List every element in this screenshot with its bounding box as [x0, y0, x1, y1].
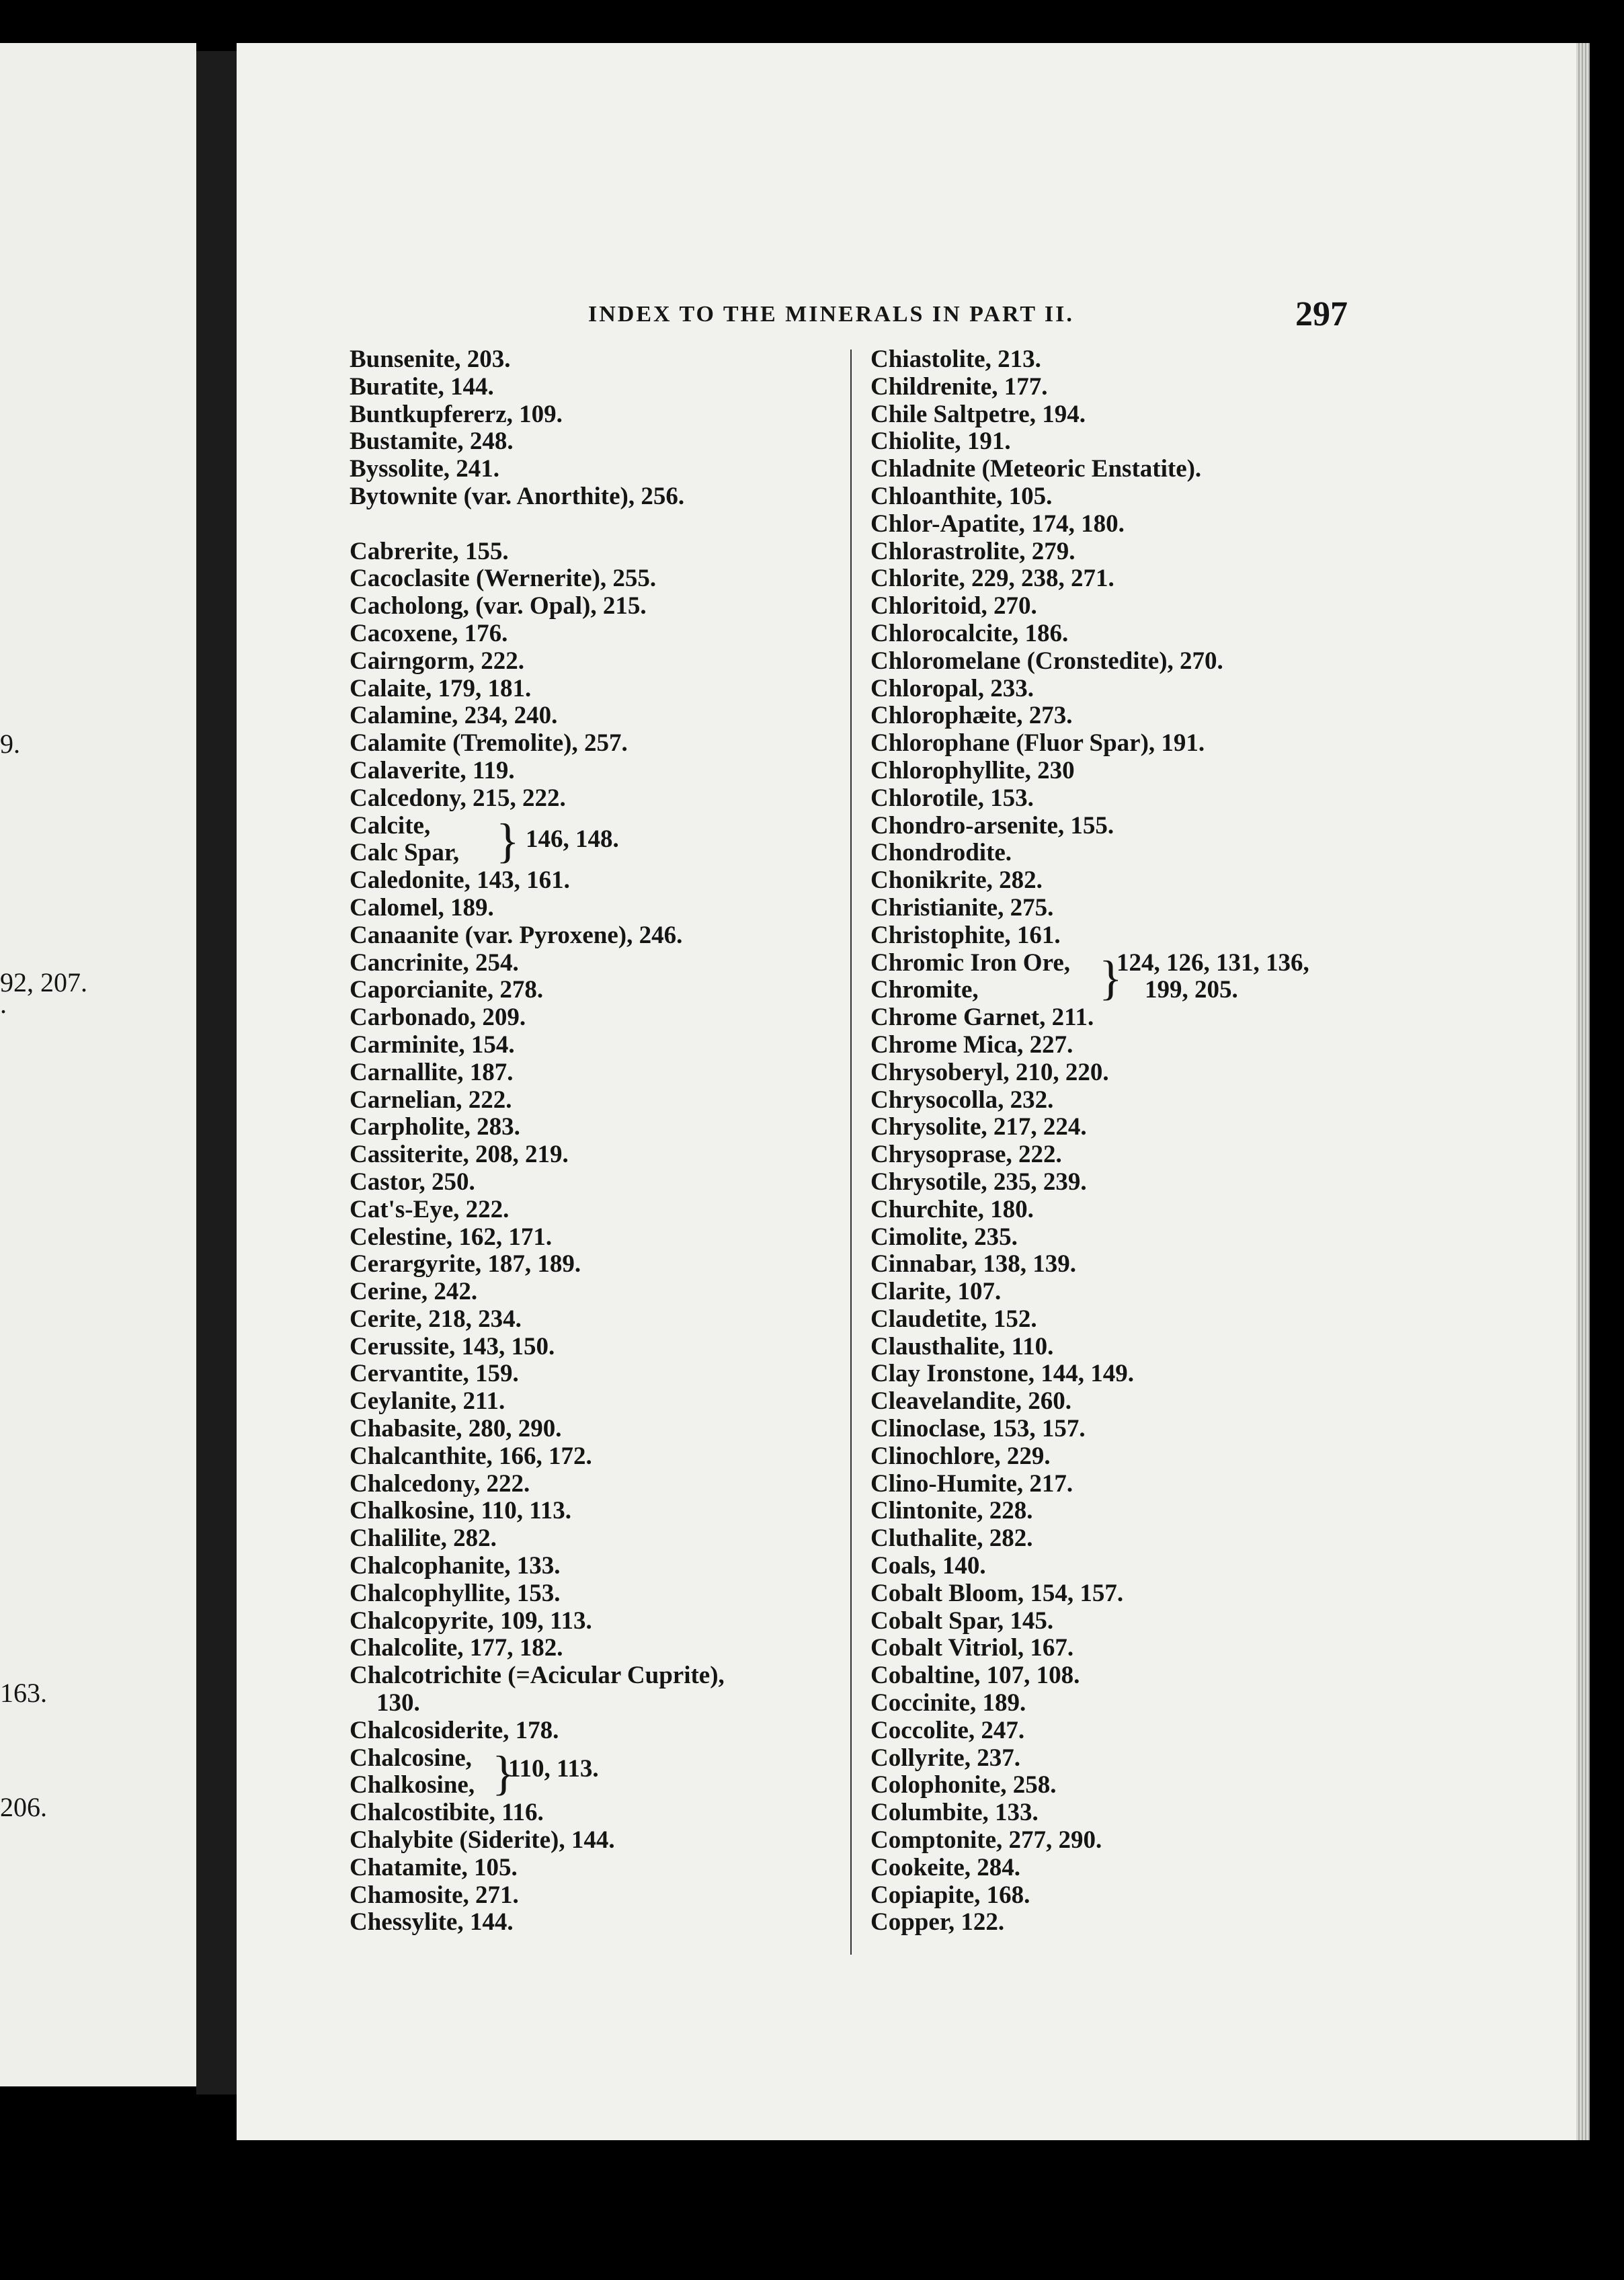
facing-page-fragment: 9.	[0, 729, 20, 759]
index-entry: Cacholong, (var. Opal), 215.	[350, 592, 647, 620]
index-entry: Cerargyrite, 187, 189.	[350, 1250, 581, 1278]
index-entry: Cleavelandite, 260.	[870, 1387, 1072, 1416]
index-entry: Chabasite, 280, 290.	[350, 1415, 562, 1443]
index-entry: Calaite, 179, 181.	[350, 674, 532, 702]
index-entry: Collyrite, 237.	[870, 1744, 1020, 1772]
index-entry: Chlorite, 229, 238, 271.	[870, 565, 1114, 593]
index-entry: Carnallite, 187.	[350, 1058, 514, 1086]
index-entry: Chalcosiderite, 178.	[350, 1716, 559, 1744]
index-entry: Celestine, 162, 171.	[350, 1223, 553, 1251]
bracketed-entry	[870, 950, 1354, 1005]
index-entry: Cerite, 218, 234.	[350, 1305, 522, 1333]
index-entry: Castor, 250.	[350, 1168, 475, 1196]
running-head: INDEX TO THE MINERALS IN PART II.	[588, 302, 1074, 327]
index-entry: Caporcianite, 278.	[350, 976, 544, 1004]
index-entry: Cobalt Spar, 145.	[870, 1606, 1054, 1635]
index-entry: Chalkosine, 110, 113.	[350, 1497, 572, 1525]
index-entry: Cerussite, 143, 150.	[350, 1332, 555, 1360]
index-entry: Christophite, 161.	[870, 921, 1061, 949]
index-entry: Chrome Mica, 227.	[870, 1030, 1073, 1059]
index-entry: Chalcolite, 177, 182.	[350, 1634, 563, 1662]
index-entry: Chondro-arsenite, 155.	[870, 811, 1114, 840]
index-entry: Buntkupfererz, 109.	[350, 400, 563, 428]
index-entry: Cabrerite, 155.	[350, 537, 509, 565]
index-entry: Cobalt Vitriol, 167.	[870, 1634, 1074, 1662]
index-entry: Chalcotrichite (=Acicular Cuprite),	[350, 1662, 725, 1690]
index-entry: Columbite, 133.	[870, 1799, 1039, 1827]
index-entry: Cobalt Bloom, 154, 157.	[870, 1579, 1124, 1607]
index-entry: Bunsenite, 203.	[350, 345, 511, 373]
index-entry: Canaanite (var. Pyroxene), 246.	[350, 921, 683, 949]
index-entry: Cluthalite, 282.	[870, 1524, 1033, 1553]
index-entry: Chlor-Apatite, 174, 180.	[870, 510, 1125, 538]
index-entry: Cerine, 242.	[350, 1278, 478, 1306]
index-entry: Cairngorm, 222.	[350, 647, 524, 675]
index-entry: Copiapite, 168.	[870, 1881, 1030, 1909]
index-entry: Byssolite, 241.	[350, 455, 500, 483]
section-gap	[350, 511, 834, 538]
facing-page	[0, 43, 196, 2086]
bracket-term: Chromite,	[870, 976, 979, 1004]
bracket-term: Chalcosine,	[350, 1744, 472, 1772]
book-spine	[196, 51, 237, 2094]
index-entry: Carbonado, 209.	[350, 1004, 526, 1032]
bracket-pages: 199, 205.	[1145, 976, 1238, 1004]
index-entry: Clausthalite, 110.	[870, 1332, 1054, 1360]
index-entry: Colophonite, 258.	[870, 1771, 1057, 1799]
bracket-term: Chromic Iron Ore,	[870, 948, 1071, 977]
index-entry: Bytownite (var. Anorthite), 256.	[350, 482, 685, 510]
index-entry: Cancrinite, 254.	[350, 948, 519, 977]
index-entry: Chalcedony, 222.	[350, 1469, 530, 1498]
index-entry: Chlorophæite, 273.	[870, 702, 1073, 730]
index-entry: Chamosite, 271.	[350, 1881, 519, 1909]
index-entry: Chlorocalcite, 186.	[870, 619, 1069, 647]
facing-page-fragment: 163.	[0, 1678, 47, 1708]
index-entry: Cassiterite, 208, 219.	[350, 1141, 569, 1169]
index-entry: Chiastolite, 213.	[870, 345, 1041, 373]
index-entry: Coccolite, 247.	[870, 1716, 1025, 1744]
brace-symbol: }	[496, 813, 520, 868]
index-entry: Chalcopyrite, 109, 113.	[350, 1606, 592, 1635]
bracket-pages: 124, 126, 131, 136,	[1116, 948, 1309, 977]
index-entry: Chessylite, 144.	[350, 1908, 514, 1937]
index-entry: Chloritoid, 270.	[870, 592, 1037, 620]
index-entry: Calamite (Tremolite), 257.	[350, 729, 628, 758]
index-entry: Calcedony, 215, 222.	[350, 784, 566, 812]
index-entry: Chlorotile, 153.	[870, 784, 1034, 812]
bracket-pages: 146, 148.	[526, 825, 619, 853]
bracket-term: Calc Spar,	[350, 839, 460, 867]
page-edge	[1576, 43, 1590, 2140]
index-entry: Chlorophane (Fluor Spar), 191.	[870, 729, 1205, 758]
index-entry: Cinnabar, 138, 139.	[870, 1250, 1077, 1278]
index-entry: Chalcophanite, 133.	[350, 1552, 561, 1580]
index-entry: Chonikrite, 282.	[870, 866, 1043, 895]
page-number: 297	[1295, 295, 1348, 333]
index-entry: Cookeite, 284.	[870, 1853, 1020, 1881]
index-entry: Clinochlore, 229.	[870, 1442, 1051, 1470]
index-entry: Ceylanite, 211.	[350, 1387, 505, 1416]
bracketed-entry	[350, 1745, 834, 1800]
index-entry: Coccinite, 189.	[870, 1689, 1026, 1717]
index-entry: Clarite, 107.	[870, 1278, 1002, 1306]
index-entry: Cat's-Eye, 222.	[350, 1195, 510, 1223]
index-entry: Chlorophyllite, 230	[870, 756, 1075, 784]
index-entry: Claudetite, 152.	[870, 1305, 1037, 1333]
index-entry: Cobaltine, 107, 108.	[870, 1662, 1080, 1690]
facing-page-fragment: 206.	[0, 1792, 47, 1822]
index-entry: Chloropal, 233.	[870, 674, 1034, 702]
index-entry: Carpholite, 283.	[350, 1113, 520, 1141]
index-entry: Chlorastrolite, 279.	[870, 537, 1075, 565]
index-entry: Coals, 140.	[870, 1552, 986, 1580]
brace-symbol: }	[492, 1746, 516, 1800]
index-entry: Chalcostibite, 116.	[350, 1799, 544, 1827]
index-entry: Chatamite, 105.	[350, 1853, 518, 1881]
page-header	[588, 291, 1348, 338]
index-entry: Clintonite, 228.	[870, 1497, 1033, 1525]
index-entry: Calaverite, 119.	[350, 756, 515, 784]
index-entry: Calomel, 189.	[350, 893, 494, 922]
index-entry: Chloanthite, 105.	[870, 482, 1053, 510]
index-entry: Chrysoprase, 222.	[870, 1141, 1062, 1169]
index-entry: Chrome Garnet, 211.	[870, 1004, 1094, 1032]
index-entry: Chloromelane (Cronstedite), 270.	[870, 647, 1223, 675]
index-entry-continuation: 130.	[376, 1689, 420, 1717]
index-entry: Chrysocolla, 232.	[870, 1086, 1054, 1114]
index-entry: Copper, 122.	[870, 1908, 1005, 1937]
index-entry: Chrysolite, 217, 224.	[870, 1113, 1087, 1141]
index-entry: Clino-Humite, 217.	[870, 1469, 1073, 1498]
bracket-term: Calcite,	[350, 811, 431, 840]
index-entry: Chile Saltpetre, 194.	[870, 400, 1086, 428]
index-entry: Caledonite, 143, 161.	[350, 866, 570, 895]
index-entry: Chalilite, 282.	[350, 1524, 497, 1553]
index-column-left	[350, 346, 834, 1937]
index-entry: Calamine, 234, 240.	[350, 702, 558, 730]
index-entry: Chrysotile, 235, 239.	[870, 1168, 1087, 1196]
facing-page-fragment: .	[0, 989, 7, 1019]
index-entry: Chondrodite.	[870, 839, 1012, 867]
index-entry: Clay Ironstone, 144, 149.	[870, 1360, 1134, 1388]
bracket-term: Chalkosine,	[350, 1771, 475, 1799]
index-entry: Childrenite, 177.	[870, 372, 1048, 401]
column-divider	[850, 350, 852, 1955]
index-entry: Chalybite (Siderite), 144.	[350, 1826, 615, 1855]
index-entry: Chiolite, 191.	[870, 428, 1011, 456]
index-column-right	[870, 346, 1354, 1937]
index-entry: Cacoxene, 176.	[350, 619, 508, 647]
index-entry: Chalcanthite, 166, 172.	[350, 1442, 592, 1470]
index-entry: Carminite, 154.	[350, 1030, 515, 1059]
index-entry: Bustamite, 248.	[350, 428, 514, 456]
bracketed-entry	[350, 813, 834, 868]
index-entry: Cervantite, 159.	[350, 1360, 519, 1388]
index-entry: Christianite, 275.	[870, 893, 1054, 922]
index-entry: Cimolite, 235.	[870, 1223, 1018, 1251]
brace-symbol: }	[1099, 950, 1123, 1005]
facing-page-fragment: 92, 207.	[0, 967, 87, 998]
index-entry: Comptonite, 277, 290.	[870, 1826, 1102, 1855]
index-entry: Buratite, 144.	[350, 372, 494, 401]
bracket-pages: 110, 113.	[508, 1754, 599, 1783]
index-entry: Clinoclase, 153, 157.	[870, 1415, 1086, 1443]
index-entry: Carnelian, 222.	[350, 1086, 512, 1114]
index-entry: Chladnite (Meteoric Enstatite).	[870, 455, 1202, 483]
index-entry: Chalcophyllite, 153.	[350, 1579, 561, 1607]
index-entry: Chrysoberyl, 210, 220.	[870, 1058, 1109, 1086]
index-entry: Churchite, 180.	[870, 1195, 1034, 1223]
index-entry: Cacoclasite (Wernerite), 255.	[350, 565, 657, 593]
